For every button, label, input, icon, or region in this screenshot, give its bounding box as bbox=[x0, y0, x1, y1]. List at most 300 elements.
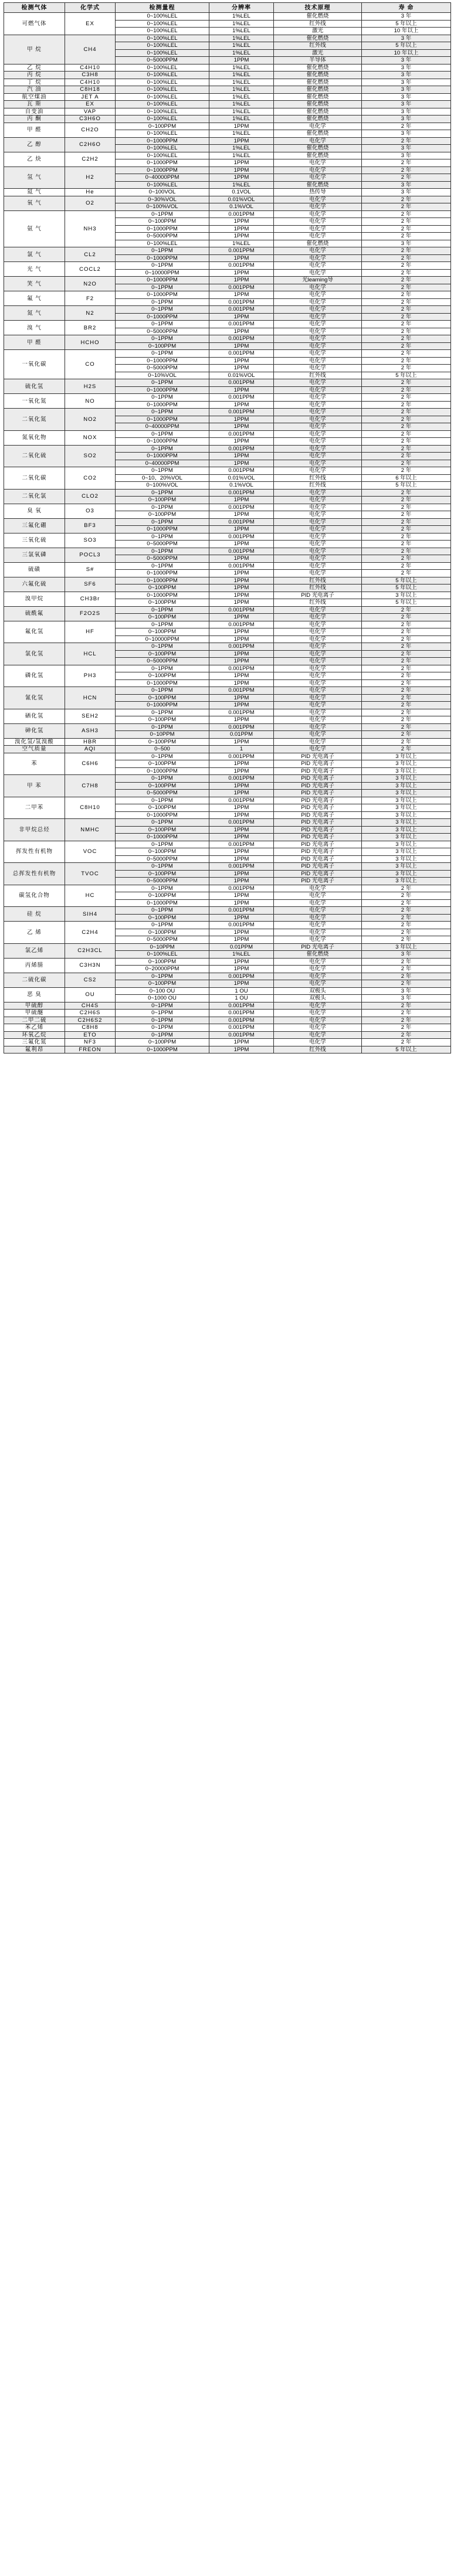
table-row bbox=[4, 819, 451, 827]
gas-name-cell: 甲 烷 bbox=[4, 35, 65, 64]
range-cell: 0~5000PPM bbox=[116, 555, 209, 563]
range-cell: 0~1PPM bbox=[116, 548, 209, 555]
life-cell: 5 年以上 bbox=[362, 1046, 451, 1053]
range-cell: 0~10000PPM bbox=[116, 269, 209, 277]
chemical-formula-cell: VOC bbox=[65, 841, 116, 863]
range-cell: 0~1PPM bbox=[116, 394, 209, 402]
resolution-cell: 0.001PPM bbox=[209, 298, 274, 306]
life-cell: 2 年 bbox=[362, 709, 451, 716]
resolution-cell: 1PPM bbox=[209, 453, 274, 460]
gas-name-cell: 氢 气 bbox=[4, 166, 65, 189]
technology-cell: PID 光电离子 bbox=[274, 782, 362, 790]
table-row bbox=[4, 958, 451, 966]
life-cell: 3 年以上 bbox=[362, 767, 451, 775]
technology-cell: 电化学 bbox=[274, 892, 362, 900]
life-cell: 2 年 bbox=[362, 342, 451, 350]
resolution-cell: 1PPM bbox=[209, 233, 274, 240]
life-cell: 2 年 bbox=[362, 973, 451, 980]
technology-cell: 电化学 bbox=[274, 291, 362, 299]
technology-cell: 电化学 bbox=[274, 1024, 362, 1032]
range-cell: 0~100PPM bbox=[116, 614, 209, 621]
resolution-cell: 1PPM bbox=[209, 137, 274, 145]
life-cell: 2 年 bbox=[362, 929, 451, 936]
resolution-cell: 1PPM bbox=[209, 804, 274, 812]
resolution-cell: 0.001PPM bbox=[209, 247, 274, 255]
technology-cell: 电化学 bbox=[274, 159, 362, 167]
life-cell: 2 年 bbox=[362, 738, 451, 746]
resolution-cell: 1PPM bbox=[209, 811, 274, 819]
life-cell: 2 年 bbox=[362, 899, 451, 907]
technology-cell: 电化学 bbox=[274, 328, 362, 335]
technology-cell: 电化学 bbox=[274, 321, 362, 328]
life-cell: 2 年 bbox=[362, 1031, 451, 1039]
technology-cell: PID 光电离子 bbox=[274, 753, 362, 760]
gas-name-cell: 三氯氧磷 bbox=[4, 548, 65, 562]
life-cell: 3 年以上 bbox=[362, 592, 451, 599]
life-cell: 2 年 bbox=[362, 936, 451, 944]
resolution-cell: 0.001PPM bbox=[209, 606, 274, 614]
range-cell: 0~1PPM bbox=[116, 841, 209, 848]
resolution-cell: 1%LEL bbox=[209, 79, 274, 86]
resolution-cell: 0.001PPM bbox=[209, 262, 274, 270]
range-cell: 0~1PPM bbox=[116, 306, 209, 314]
resolution-cell: 1PPM bbox=[209, 342, 274, 350]
technology-cell: PID 光电离子 bbox=[274, 878, 362, 885]
chemical-formula-cell: POCL3 bbox=[65, 548, 116, 562]
range-cell: 0~10000PPM bbox=[116, 635, 209, 643]
resolution-cell: 0.001PPM bbox=[209, 885, 274, 892]
range-cell: 0~40000PPM bbox=[116, 174, 209, 182]
range-cell: 0~100PPM bbox=[116, 218, 209, 226]
range-cell: 0~1PPM bbox=[116, 621, 209, 628]
resolution-cell: 0.001PPM bbox=[209, 504, 274, 511]
gas-name-cell: 二甲二硫 bbox=[4, 1017, 65, 1024]
life-cell: 2 年 bbox=[362, 203, 451, 211]
life-cell: 3 年以上 bbox=[362, 782, 451, 790]
gas-name-cell: 丙 烷 bbox=[4, 72, 65, 79]
resolution-cell: 0.001PPM bbox=[209, 723, 274, 731]
life-cell: 3 年以上 bbox=[362, 834, 451, 841]
technology-cell: 催化燃烧 bbox=[274, 35, 362, 42]
resolution-cell: 0.001PPM bbox=[209, 394, 274, 402]
range-cell: 0~100PPM bbox=[116, 870, 209, 878]
range-cell: 0~100PPM bbox=[116, 497, 209, 504]
range-cell: 0~5000PPM bbox=[116, 878, 209, 885]
resolution-cell: 1PPM bbox=[209, 679, 274, 687]
technology-cell: 电化学 bbox=[274, 386, 362, 394]
range-cell: 0~1PPM bbox=[116, 1017, 209, 1024]
life-cell: 2 年 bbox=[362, 233, 451, 240]
gas-name-cell: 臭 氧 bbox=[4, 504, 65, 518]
life-cell: 3 年 bbox=[362, 79, 451, 86]
life-cell: 2 年 bbox=[362, 335, 451, 343]
technology-cell: 电化学 bbox=[274, 401, 362, 409]
range-cell: 0~1PPM bbox=[116, 1031, 209, 1039]
table-row bbox=[4, 885, 451, 892]
chemical-formula-cell: CO bbox=[65, 350, 116, 379]
life-cell: 3 年以上 bbox=[362, 797, 451, 804]
resolution-cell: 1PPM bbox=[209, 577, 274, 584]
range-cell: 0~100%LEL bbox=[116, 152, 209, 159]
gas-name-cell: 航空煤油 bbox=[4, 93, 65, 101]
gas-spec-table bbox=[4, 2, 451, 1053]
chemical-formula-cell: N2 bbox=[65, 306, 116, 321]
technology-cell: 电化学 bbox=[274, 313, 362, 321]
range-cell: 0~100PPM bbox=[116, 892, 209, 900]
life-cell: 2 年 bbox=[362, 716, 451, 724]
range-cell: 0~100PPM bbox=[116, 716, 209, 724]
resolution-cell: 1PPM bbox=[209, 767, 274, 775]
resolution-cell: 1PPM bbox=[209, 1046, 274, 1053]
resolution-cell: 1PPM bbox=[209, 254, 274, 262]
chemical-formula-cell: CO2 bbox=[65, 467, 116, 490]
range-cell: 0~1000PPM bbox=[116, 357, 209, 365]
resolution-cell: 0.001PPM bbox=[209, 621, 274, 628]
technology-cell: PID 光电离子 bbox=[274, 834, 362, 841]
technology-cell: 电化学 bbox=[274, 907, 362, 915]
technology-cell: 电化学 bbox=[274, 350, 362, 358]
life-cell: 2 年 bbox=[362, 548, 451, 555]
technology-cell: 电化学 bbox=[274, 394, 362, 402]
life-cell: 2 年 bbox=[362, 533, 451, 541]
chemical-formula-cell: HCN bbox=[65, 687, 116, 709]
life-cell: 2 年 bbox=[362, 922, 451, 929]
gas-name-cell: 空气质量 bbox=[4, 746, 65, 753]
range-cell: 0~100%LEL bbox=[116, 49, 209, 57]
range-cell: 0~500 bbox=[116, 746, 209, 753]
range-cell: 0~10、20%VOL bbox=[116, 474, 209, 482]
technology-cell: 电化学 bbox=[274, 562, 362, 570]
chemical-formula-cell: AQI bbox=[65, 746, 116, 753]
gas-name-cell: 丙 酮 bbox=[4, 115, 65, 123]
chemical-formula-cell: BF3 bbox=[65, 518, 116, 533]
resolution-cell: 1PPM bbox=[209, 365, 274, 372]
life-cell: 2 年 bbox=[362, 357, 451, 365]
chemical-formula-cell: CH4 bbox=[65, 35, 116, 64]
chemical-formula-cell: EX bbox=[65, 13, 116, 35]
table-row bbox=[4, 72, 451, 79]
table-row bbox=[4, 562, 451, 570]
range-cell: 0~100PPM bbox=[116, 782, 209, 790]
technology-cell: 电化学 bbox=[274, 1031, 362, 1039]
life-cell: 3 年以上 bbox=[362, 870, 451, 878]
life-cell: 2 年 bbox=[362, 1010, 451, 1017]
life-cell: 2 年 bbox=[362, 914, 451, 922]
technology-cell: 电化学 bbox=[274, 203, 362, 211]
table-row bbox=[4, 797, 451, 804]
technology-cell: PID 光电离子 bbox=[274, 804, 362, 812]
range-cell: 0~100%LEL bbox=[116, 20, 209, 28]
life-cell: 2 年 bbox=[362, 416, 451, 423]
table-row bbox=[4, 775, 451, 783]
range-cell: 0~1PPM bbox=[116, 504, 209, 511]
resolution-cell: 1PPM bbox=[209, 423, 274, 431]
resolution-cell: 1PPM bbox=[209, 870, 274, 878]
resolution-cell: 0.001PPM bbox=[209, 922, 274, 929]
technology-cell: PID 光电离子 bbox=[274, 848, 362, 856]
life-cell: 5 年以上 bbox=[362, 577, 451, 584]
resolution-cell: 1PPM bbox=[209, 702, 274, 709]
gas-name-cell: 二氧化硫 bbox=[4, 445, 65, 467]
range-cell: 0~1000PPM bbox=[116, 570, 209, 577]
resolution-cell: 0.001PPM bbox=[209, 210, 274, 218]
resolution-cell: 1PPM bbox=[209, 716, 274, 724]
life-cell: 2 年 bbox=[362, 980, 451, 988]
chemical-formula-cell: CLO2 bbox=[65, 489, 116, 504]
table-row bbox=[4, 262, 451, 270]
life-cell: 2 年 bbox=[362, 628, 451, 636]
life-cell: 3 年以上 bbox=[362, 790, 451, 797]
life-cell: 2 年 bbox=[362, 606, 451, 614]
resolution-cell: 1PPM bbox=[209, 511, 274, 519]
life-cell: 5 年以上 bbox=[362, 20, 451, 28]
technology-cell: 电化学 bbox=[274, 430, 362, 438]
range-cell: 0~1PPM bbox=[116, 298, 209, 306]
range-cell: 0~100%LEL bbox=[116, 13, 209, 21]
resolution-cell: 1PPM bbox=[209, 650, 274, 658]
technology-cell: 电化学 bbox=[274, 716, 362, 724]
technology-cell: 电化学 bbox=[274, 423, 362, 431]
chemical-formula-cell: NH3 bbox=[65, 210, 116, 247]
resolution-cell: 1PPM bbox=[209, 541, 274, 548]
range-cell: 0~100%LEL bbox=[116, 115, 209, 123]
gas-name-cell: 氨 气 bbox=[4, 210, 65, 247]
resolution-cell: 1PPM bbox=[209, 328, 274, 335]
resolution-cell: 1PPM bbox=[209, 966, 274, 973]
chemical-formula-cell: NOX bbox=[65, 430, 116, 445]
life-cell: 3 年 bbox=[362, 189, 451, 196]
gas-name-cell: 瓦 斯 bbox=[4, 101, 65, 108]
range-cell: 0~1000PPM bbox=[116, 453, 209, 460]
table-row bbox=[4, 1046, 451, 1053]
gas-name-cell: 砷化氢 bbox=[4, 723, 65, 738]
life-cell: 2 年 bbox=[362, 298, 451, 306]
resolution-cell: 1PPM bbox=[209, 401, 274, 409]
technology-cell: 电化学 bbox=[274, 497, 362, 504]
gas-name-cell: 丁 烷 bbox=[4, 79, 65, 86]
resolution-cell: 1 OU bbox=[209, 987, 274, 995]
life-cell: 3 年 bbox=[362, 987, 451, 995]
resolution-cell: 1PPM bbox=[209, 599, 274, 607]
gas-name-cell: 乙 烯 bbox=[4, 922, 65, 944]
technology-cell: 电化学 bbox=[274, 658, 362, 665]
life-cell: 3 年 bbox=[362, 64, 451, 72]
resolution-cell: 1PPM bbox=[209, 166, 274, 174]
chemical-formula-cell: O3 bbox=[65, 504, 116, 518]
life-cell: 10 年以上 bbox=[362, 28, 451, 35]
life-cell: 2 年 bbox=[362, 467, 451, 475]
life-cell: 3 年以上 bbox=[362, 811, 451, 819]
life-cell: 2 年 bbox=[362, 907, 451, 915]
table-row bbox=[4, 115, 451, 123]
technology-cell: 电化学 bbox=[274, 555, 362, 563]
technology-cell: 催化燃烧 bbox=[274, 101, 362, 108]
technology-cell: 电化学 bbox=[274, 453, 362, 460]
life-cell: 2 年 bbox=[362, 555, 451, 563]
gas-name-cell: 硫化氢 bbox=[4, 379, 65, 394]
resolution-cell: 1%LEL bbox=[209, 93, 274, 101]
range-cell: 0~1000PPM bbox=[116, 254, 209, 262]
gas-name-cell: 环氧乙烷 bbox=[4, 1031, 65, 1039]
table-row bbox=[4, 1024, 451, 1032]
resolution-cell: 1PPM bbox=[209, 277, 274, 284]
technology-cell: 电化学 bbox=[274, 929, 362, 936]
resolution-cell: 1%LEL bbox=[209, 72, 274, 79]
gas-name-cell: 自变油 bbox=[4, 108, 65, 115]
technology-cell: 催化燃烧 bbox=[274, 181, 362, 189]
life-cell: 2 年 bbox=[362, 254, 451, 262]
life-cell: 2 年 bbox=[362, 174, 451, 182]
range-cell: 0~100PPM bbox=[116, 914, 209, 922]
range-cell: 0~100%LEL bbox=[116, 28, 209, 35]
chemical-formula-cell: C4H10 bbox=[65, 79, 116, 86]
chemical-formula-cell: C3H6O bbox=[65, 115, 116, 123]
chemical-formula-cell: NF3 bbox=[65, 1039, 116, 1046]
table-row bbox=[4, 394, 451, 402]
range-cell: 0~1000PPM bbox=[116, 834, 209, 841]
life-cell: 10 年以上 bbox=[362, 49, 451, 57]
table-row bbox=[4, 687, 451, 695]
chemical-formula-cell: C8H18 bbox=[65, 86, 116, 94]
gas-name-cell: 溴甲烷 bbox=[4, 592, 65, 606]
life-cell: 2 年 bbox=[362, 562, 451, 570]
technology-cell: 双极头 bbox=[274, 987, 362, 995]
resolution-cell: 0.001PPM bbox=[209, 430, 274, 438]
chemical-formula-cell: C2H6S bbox=[65, 1010, 116, 1017]
range-cell: 0~1000PPM bbox=[116, 277, 209, 284]
life-cell: 2 年 bbox=[362, 210, 451, 218]
life-cell: 2 年 bbox=[362, 635, 451, 643]
resolution-cell: 1PPM bbox=[209, 570, 274, 577]
technology-cell: 电化学 bbox=[274, 379, 362, 387]
range-cell: 0~1PPM bbox=[116, 489, 209, 497]
resolution-cell: 0.01%VOL bbox=[209, 474, 274, 482]
range-cell: 0~1000PPM bbox=[116, 592, 209, 599]
life-cell: 2 年 bbox=[362, 679, 451, 687]
range-cell: 0~1PPM bbox=[116, 210, 209, 218]
chemical-formula-cell: HF bbox=[65, 621, 116, 643]
chemical-formula-cell: C4H10 bbox=[65, 64, 116, 72]
chemical-formula-cell: C8H10 bbox=[65, 797, 116, 819]
life-cell: 2 年 bbox=[362, 570, 451, 577]
technology-cell: PID 光电离子 bbox=[274, 760, 362, 768]
resolution-cell: 1PPM bbox=[209, 357, 274, 365]
resolution-cell: 1PPM bbox=[209, 438, 274, 446]
life-cell: 5 年以上 bbox=[362, 482, 451, 490]
range-cell: 0~1000PPM bbox=[116, 899, 209, 907]
resolution-cell: 1PPM bbox=[209, 892, 274, 900]
chemical-formula-cell: N2O bbox=[65, 277, 116, 291]
gas-name-cell: 一氧化氮 bbox=[4, 394, 65, 409]
range-cell: 0~1PPM bbox=[116, 753, 209, 760]
range-cell: 0~100 OU bbox=[116, 987, 209, 995]
chemical-formula-cell: SF6 bbox=[65, 577, 116, 592]
gas-name-cell: 氮 气 bbox=[4, 306, 65, 321]
gas-sensor-spec-sheet bbox=[0, 0, 454, 1053]
range-cell: 0~1000PPM bbox=[116, 401, 209, 409]
range-cell: 0~1PPM bbox=[116, 467, 209, 475]
range-cell: 0~5000PPM bbox=[116, 57, 209, 64]
technology-cell: 电化学 bbox=[274, 409, 362, 416]
technology-cell: 热传导 bbox=[274, 189, 362, 196]
range-cell: 0~100%LEL bbox=[116, 240, 209, 247]
resolution-cell: 1PPM bbox=[209, 555, 274, 563]
range-cell: 0~100%LEL bbox=[116, 72, 209, 79]
gas-name-cell: 甲硫醚 bbox=[4, 1010, 65, 1017]
gas-name-cell: 溴 气 bbox=[4, 321, 65, 335]
life-cell: 3 年 bbox=[362, 72, 451, 79]
technology-cell: PID 光电离子 bbox=[274, 775, 362, 783]
life-cell: 2 年 bbox=[362, 541, 451, 548]
technology-cell: 电化学 bbox=[274, 922, 362, 929]
gas-name-cell: 一氧化碳 bbox=[4, 350, 65, 379]
life-cell: 2 年 bbox=[362, 445, 451, 453]
life-cell: 2 年 bbox=[362, 694, 451, 702]
life-cell: 2 年 bbox=[362, 394, 451, 402]
resolution-cell: 1PPM bbox=[209, 760, 274, 768]
life-cell: 2 年 bbox=[362, 196, 451, 203]
technology-cell: PID 光电离子 bbox=[274, 943, 362, 951]
range-cell: 0~5000PPM bbox=[116, 365, 209, 372]
technology-cell: 电化学 bbox=[274, 687, 362, 695]
technology-cell: 电化学 bbox=[274, 936, 362, 944]
range-cell: 0~1PPM bbox=[116, 797, 209, 804]
life-cell: 3 年以上 bbox=[362, 855, 451, 863]
table-row bbox=[4, 987, 451, 995]
gas-name-cell: 三氟化硼 bbox=[4, 518, 65, 533]
technology-cell: 电化学 bbox=[274, 166, 362, 174]
technology-cell: PID 光电离子 bbox=[274, 855, 362, 863]
life-cell: 3 年以上 bbox=[362, 804, 451, 812]
chemical-formula-cell: CS2 bbox=[65, 973, 116, 987]
technology-cell: 电化学 bbox=[274, 621, 362, 628]
table-row bbox=[4, 409, 451, 416]
technology-cell: 电化学 bbox=[274, 548, 362, 555]
technology-cell: PID 光电离子 bbox=[274, 819, 362, 827]
life-cell: 2 年 bbox=[362, 365, 451, 372]
range-cell: 0~100%LEL bbox=[116, 35, 209, 42]
range-cell: 0~1PPM bbox=[116, 335, 209, 343]
technology-cell: 红外线 bbox=[274, 1046, 362, 1053]
resolution-cell: 0.001PPM bbox=[209, 1031, 274, 1039]
technology-cell: 电化学 bbox=[274, 709, 362, 716]
chemical-formula-cell: HBR bbox=[65, 738, 116, 746]
resolution-cell: 1PPM bbox=[209, 416, 274, 423]
technology-cell: 电化学 bbox=[274, 298, 362, 306]
technology-cell: PID 光电离子 bbox=[274, 811, 362, 819]
life-cell: 3 年 bbox=[362, 995, 451, 1002]
technology-cell: 电化学 bbox=[274, 606, 362, 614]
resolution-cell: 1PPM bbox=[209, 269, 274, 277]
life-cell: 3 年 bbox=[362, 130, 451, 138]
life-cell: 2 年 bbox=[362, 504, 451, 511]
resolution-cell: 0.001PPM bbox=[209, 687, 274, 695]
resolution-cell: 1PPM bbox=[209, 174, 274, 182]
gas-name-cell: 挥发性有机物 bbox=[4, 841, 65, 863]
technology-cell: 电化学 bbox=[274, 679, 362, 687]
gas-name-cell: 氧 气 bbox=[4, 196, 65, 210]
table-row bbox=[4, 548, 451, 555]
range-cell: 0~1PPM bbox=[116, 1024, 209, 1032]
technology-cell: 电化学 bbox=[274, 541, 362, 548]
life-cell: 2 年 bbox=[362, 621, 451, 628]
range-cell: 0~100%LEL bbox=[116, 130, 209, 138]
table-row bbox=[4, 533, 451, 541]
range-cell: 0~100%VOL bbox=[116, 482, 209, 490]
technology-cell: 电化学 bbox=[274, 665, 362, 672]
resolution-cell: 1 OU bbox=[209, 995, 274, 1002]
technology-cell: 催化燃烧 bbox=[274, 13, 362, 21]
